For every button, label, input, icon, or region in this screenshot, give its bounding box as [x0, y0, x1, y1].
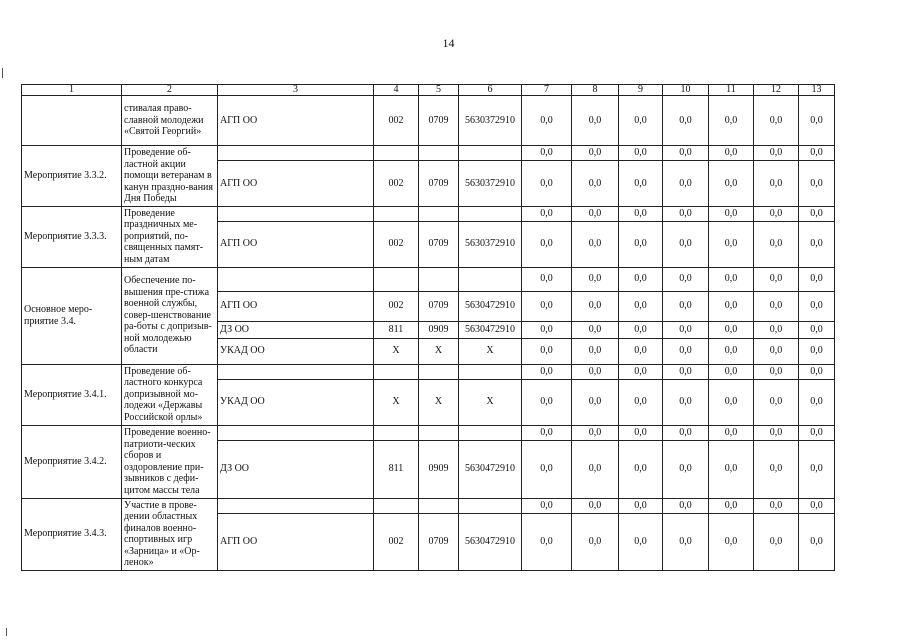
value-cell: 0,0: [522, 379, 572, 425]
value-cell: 0,0: [709, 364, 754, 379]
value-cell: 0,0: [663, 379, 709, 425]
value-cell: 0,0: [522, 321, 572, 338]
executor-cell: АГП ОО: [218, 221, 374, 267]
section-cell: 0709: [419, 291, 459, 321]
executor-cell: ДЗ ОО: [218, 321, 374, 338]
executor-cell: АГП ОО: [218, 161, 374, 206]
value-cell: 0,0: [572, 291, 619, 321]
executor-cell: [218, 425, 374, 440]
code-cell: [374, 267, 419, 291]
target-article-cell: [459, 498, 522, 513]
value-cell: 0,0: [799, 206, 835, 221]
value-cell: 0,0: [619, 379, 663, 425]
margin-mark: [6, 628, 7, 636]
value-cell: 0,0: [572, 321, 619, 338]
target-article-cell: [459, 425, 522, 440]
value-cell: 0,0: [799, 440, 835, 498]
value-cell: 0,0: [663, 364, 709, 379]
code-cell: [374, 425, 419, 440]
target-article-cell: 5630372910: [459, 161, 522, 206]
value-cell: 0,0: [663, 146, 709, 161]
value-cell: 0,0: [709, 161, 754, 206]
value-cell: 0,0: [619, 161, 663, 206]
value-cell: 0,0: [619, 221, 663, 267]
value-cell: 0,0: [572, 96, 619, 146]
event-name-cell: Мероприятие 3.4.3.: [22, 498, 122, 570]
value-cell: 0,0: [619, 267, 663, 291]
executor-cell: [218, 498, 374, 513]
value-cell: 0,0: [754, 338, 799, 364]
value-cell: 0,0: [663, 498, 709, 513]
section-cell: 0709: [419, 513, 459, 570]
value-cell: 0,0: [619, 338, 663, 364]
value-cell: 0,0: [799, 498, 835, 513]
value-cell: 0,0: [754, 379, 799, 425]
code-cell: X: [374, 338, 419, 364]
table-row: [22, 425, 835, 440]
value-cell: 0,0: [522, 364, 572, 379]
executor-cell: [218, 364, 374, 379]
value-cell: 0,0: [709, 321, 754, 338]
value-cell: 0,0: [572, 206, 619, 221]
value-cell: 0,0: [522, 498, 572, 513]
section-cell: [419, 364, 459, 379]
column-header: 2: [122, 85, 218, 96]
column-header: 8: [572, 85, 619, 96]
column-header: 5: [419, 85, 459, 96]
value-cell: 0,0: [799, 96, 835, 146]
target-article-cell: X: [459, 379, 522, 425]
section-cell: 0709: [419, 221, 459, 267]
value-cell: 0,0: [619, 440, 663, 498]
value-cell: 0,0: [522, 146, 572, 161]
value-cell: 0,0: [754, 206, 799, 221]
event-description-cell: Проведение об-ластного конкурса допризывной мо-лодежи «Державы Российской орлы»: [122, 364, 218, 425]
value-cell: 0,0: [799, 425, 835, 440]
column-header: 3: [218, 85, 374, 96]
target-article-cell: 5630472910: [459, 321, 522, 338]
section-cell: [419, 146, 459, 161]
value-cell: 0,0: [663, 321, 709, 338]
value-cell: 0,0: [754, 513, 799, 570]
value-cell: 0,0: [522, 206, 572, 221]
value-cell: 0,0: [663, 267, 709, 291]
executor-cell: [218, 206, 374, 221]
table-row: [22, 96, 835, 146]
value-cell: 0,0: [522, 425, 572, 440]
value-cell: 0,0: [522, 161, 572, 206]
value-cell: 0,0: [663, 338, 709, 364]
value-cell: 0,0: [709, 425, 754, 440]
value-cell: 0,0: [709, 96, 754, 146]
value-cell: 0,0: [522, 513, 572, 570]
value-cell: 0,0: [754, 146, 799, 161]
value-cell: 0,0: [709, 206, 754, 221]
value-cell: 0,0: [663, 96, 709, 146]
target-article-cell: [459, 267, 522, 291]
section-cell: 0709: [419, 161, 459, 206]
value-cell: 0,0: [522, 338, 572, 364]
section-cell: X: [419, 379, 459, 425]
value-cell: 0,0: [572, 338, 619, 364]
budget-table: [21, 84, 835, 571]
event-name-cell: Мероприятие 3.4.2.: [22, 425, 122, 498]
value-cell: 0,0: [522, 96, 572, 146]
value-cell: 0,0: [572, 513, 619, 570]
event-description-cell: Проведение об-ластной акции помощи ветеранам в канун праздно-вания Дня Победы: [122, 146, 218, 207]
table-body: [22, 96, 835, 571]
margin-mark: [2, 68, 3, 78]
column-header: 6: [459, 85, 522, 96]
value-cell: 0,0: [572, 364, 619, 379]
value-cell: 0,0: [709, 338, 754, 364]
value-cell: 0,0: [619, 96, 663, 146]
table-row: [22, 364, 835, 379]
executor-cell: ДЗ ОО: [218, 440, 374, 498]
column-header: 12: [754, 85, 799, 96]
value-cell: 0,0: [619, 425, 663, 440]
section-cell: 0909: [419, 440, 459, 498]
code-cell: [374, 498, 419, 513]
value-cell: 0,0: [754, 425, 799, 440]
target-article-cell: [459, 206, 522, 221]
value-cell: 0,0: [709, 146, 754, 161]
table-row: [22, 498, 835, 513]
code-cell: [374, 146, 419, 161]
value-cell: 0,0: [799, 338, 835, 364]
value-cell: 0,0: [663, 206, 709, 221]
column-header: 4: [374, 85, 419, 96]
value-cell: 0,0: [663, 440, 709, 498]
value-cell: 0,0: [619, 364, 663, 379]
value-cell: 0,0: [619, 146, 663, 161]
value-cell: 0,0: [522, 291, 572, 321]
value-cell: 0,0: [754, 440, 799, 498]
executor-cell: УКАД ОО: [218, 338, 374, 364]
executor-cell: АГП ОО: [218, 96, 374, 146]
value-cell: 0,0: [663, 291, 709, 321]
value-cell: 0,0: [754, 267, 799, 291]
section-cell: [419, 206, 459, 221]
value-cell: 0,0: [709, 267, 754, 291]
value-cell: 0,0: [663, 221, 709, 267]
value-cell: 0,0: [619, 498, 663, 513]
code-cell: X: [374, 379, 419, 425]
table-row: [22, 206, 835, 221]
event-name-cell: Мероприятие 3.3.3.: [22, 206, 122, 267]
value-cell: 0,0: [709, 379, 754, 425]
column-header: 10: [663, 85, 709, 96]
code-cell: 002: [374, 161, 419, 206]
code-cell: 811: [374, 440, 419, 498]
section-cell: [419, 425, 459, 440]
section-cell: 0909: [419, 321, 459, 338]
table-row: [22, 146, 835, 161]
code-cell: [374, 364, 419, 379]
value-cell: 0,0: [572, 425, 619, 440]
target-article-cell: 5630472910: [459, 513, 522, 570]
value-cell: 0,0: [799, 267, 835, 291]
value-cell: 0,0: [799, 321, 835, 338]
value-cell: 0,0: [799, 379, 835, 425]
event-description-cell: Проведение военно-патриоти-ческих сборов и оздоровление при-зывников с дефи-цитом массы тела: [122, 425, 218, 498]
column-header: 9: [619, 85, 663, 96]
value-cell: 0,0: [754, 364, 799, 379]
value-cell: 0,0: [619, 321, 663, 338]
code-cell: 811: [374, 321, 419, 338]
value-cell: 0,0: [522, 267, 572, 291]
value-cell: 0,0: [754, 96, 799, 146]
section-cell: [419, 267, 459, 291]
column-header: 13: [799, 85, 835, 96]
value-cell: 0,0: [572, 146, 619, 161]
executor-cell: [218, 267, 374, 291]
value-cell: 0,0: [663, 513, 709, 570]
event-description-cell: Обеспечение по-вышения пре-стижа военной службы, совер-шенствование ра-боты с допризыв-ной молодежью области: [122, 267, 218, 364]
value-cell: 0,0: [754, 221, 799, 267]
event-name-cell: [22, 96, 122, 146]
column-header: 11: [709, 85, 754, 96]
target-article-cell: [459, 364, 522, 379]
section-cell: [419, 498, 459, 513]
value-cell: 0,0: [663, 425, 709, 440]
value-cell: 0,0: [572, 267, 619, 291]
value-cell: 0,0: [754, 498, 799, 513]
header-row: [22, 85, 835, 96]
value-cell: 0,0: [709, 291, 754, 321]
target-article-cell: [459, 146, 522, 161]
executor-cell: АГП ОО: [218, 291, 374, 321]
code-cell: 002: [374, 96, 419, 146]
value-cell: 0,0: [799, 364, 835, 379]
event-name-cell: Мероприятие 3.3.2.: [22, 146, 122, 207]
value-cell: 0,0: [799, 161, 835, 206]
value-cell: 0,0: [572, 498, 619, 513]
executor-cell: УКАД ОО: [218, 379, 374, 425]
target-article-cell: 5630472910: [459, 440, 522, 498]
value-cell: 0,0: [799, 513, 835, 570]
value-cell: 0,0: [522, 440, 572, 498]
executor-cell: АГП ОО: [218, 513, 374, 570]
executor-cell: [218, 146, 374, 161]
value-cell: 0,0: [754, 291, 799, 321]
value-cell: 0,0: [709, 513, 754, 570]
value-cell: 0,0: [619, 291, 663, 321]
value-cell: 0,0: [522, 221, 572, 267]
code-cell: 002: [374, 291, 419, 321]
value-cell: 0,0: [572, 440, 619, 498]
value-cell: 0,0: [754, 321, 799, 338]
page-number: 14: [442, 36, 455, 50]
value-cell: 0,0: [754, 161, 799, 206]
section-cell: 0709: [419, 96, 459, 146]
code-cell: [374, 206, 419, 221]
code-cell: 002: [374, 513, 419, 570]
column-header: 1: [22, 85, 122, 96]
value-cell: 0,0: [709, 498, 754, 513]
table-row: [22, 267, 835, 291]
target-article-cell: 5630472910: [459, 291, 522, 321]
value-cell: 0,0: [572, 221, 619, 267]
code-cell: 002: [374, 221, 419, 267]
value-cell: 0,0: [799, 291, 835, 321]
target-article-cell: 5630372910: [459, 221, 522, 267]
event-description-cell: Участие в прове-дении областных финалов военно-спортивных игр «Зарница» и «Ор-ленок»: [122, 498, 218, 570]
value-cell: 0,0: [619, 206, 663, 221]
event-name-cell: Основное меро-приятие 3.4.: [22, 267, 122, 364]
target-article-cell: 5630372910: [459, 96, 522, 146]
value-cell: 0,0: [619, 513, 663, 570]
value-cell: 0,0: [572, 379, 619, 425]
value-cell: 0,0: [572, 161, 619, 206]
value-cell: 0,0: [799, 146, 835, 161]
column-header: 7: [522, 85, 572, 96]
target-article-cell: X: [459, 338, 522, 364]
value-cell: 0,0: [663, 161, 709, 206]
event-description-cell: Проведение праздничных ме-роприятий, по-священных памят-ным датам: [122, 206, 218, 267]
section-cell: X: [419, 338, 459, 364]
event-description-cell: стивалая право-славной молодежи «Святой Георгий»: [122, 96, 218, 146]
value-cell: 0,0: [709, 221, 754, 267]
event-name-cell: Мероприятие 3.4.1.: [22, 364, 122, 425]
value-cell: 0,0: [709, 440, 754, 498]
value-cell: 0,0: [799, 221, 835, 267]
